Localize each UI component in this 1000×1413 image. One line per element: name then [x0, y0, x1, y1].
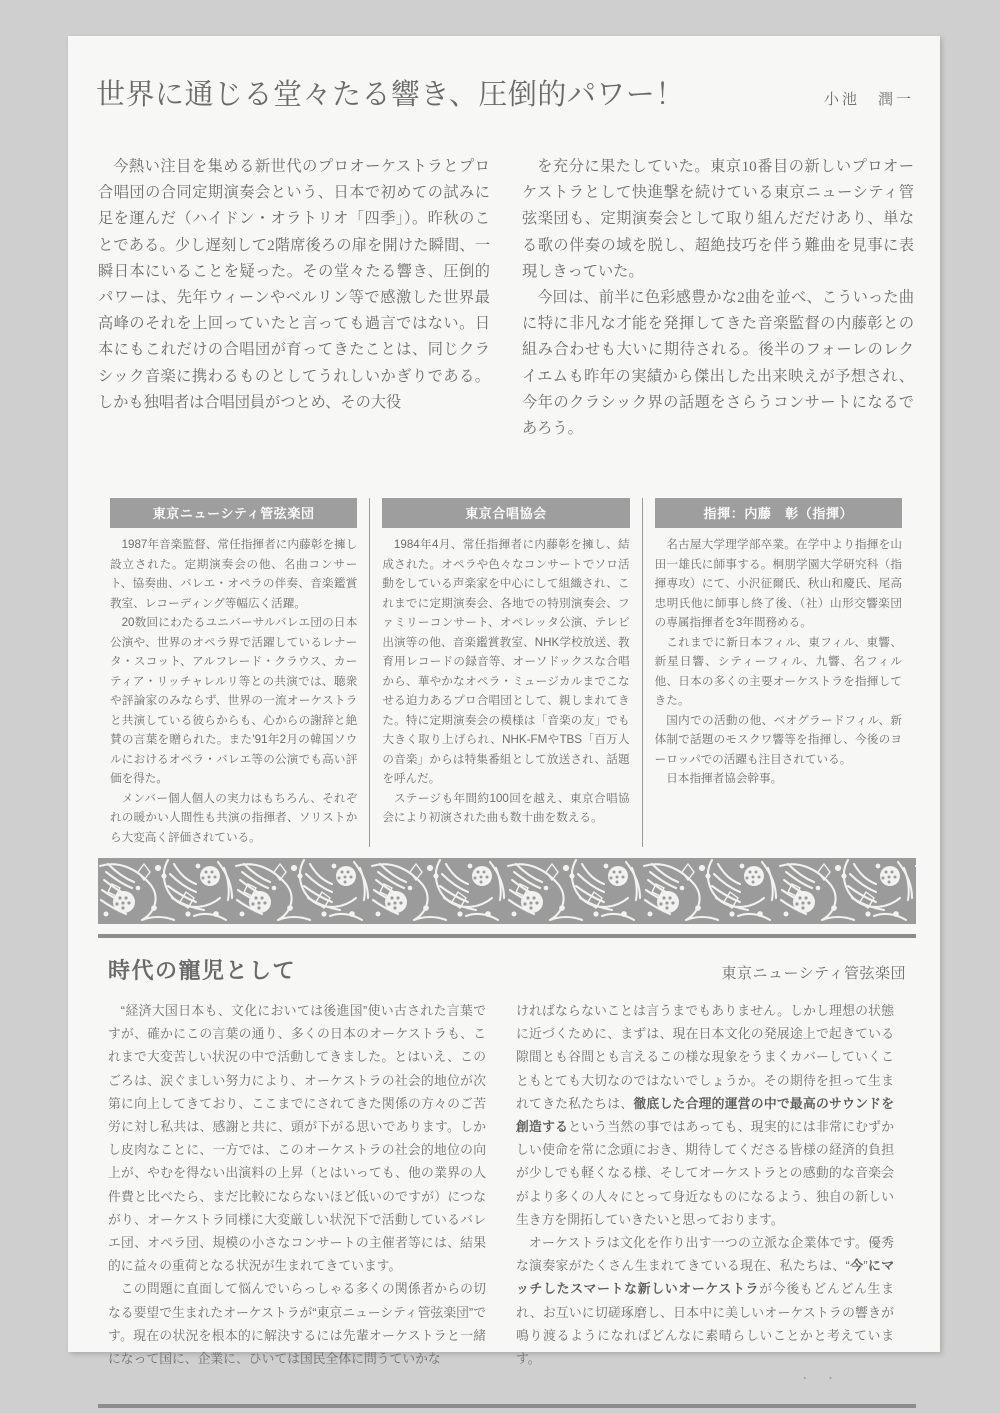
lead-paragraph: を充分に果たしていた。東京10番目の新しいプロオーケストラとして快進撃を続けている東京ニューシティ管弦楽団も、定期演奏会として取り組んだだけあり、単なる歌の伴奏の域を脱し、超絶技巧を伴う難曲を見事に表現しきっていた。 [522, 158, 915, 280]
lead-column-right [522, 154, 914, 442]
section-body [98, 991, 916, 1404]
section-header [98, 938, 916, 991]
floral-vine-border-icon [98, 858, 916, 924]
profile-paragraph: 1987年音楽監督、常任指揮者に内藤彰を擁し設立された。定期演奏会の他、名曲コンサート、協奏曲、バレエ・オペラの伴奏、音楽鑑賞教室、レコーディング等幅広く活躍。 [110, 538, 358, 610]
profile-paragraph: ステージも年間約100回を越え、東京合唱協会により初演された曲も数十曲を数える。 [382, 791, 630, 824]
title-row [96, 72, 914, 113]
section-paragraph: この問題に直面して悩んでいらっしゃる多くの関係者からの切なる要望で生まれたオーケストラが“東京ニューシティ管弦楽団”です。現在の状況を根本的に解決するには先輩オーケストラと一緒になって国に、企業に、ひいては国民全体に問うていかな [108, 1281, 486, 1367]
lead-paragraph: 今熱い注目を集める新世代のプロオーケストラとプロ合唱団の合同定期演奏会という、日本で初めての試みに足を運んだ（ハイドン・オラトリオ「四季」）。昨秋のことである。少し遅刻して2階席後ろの扉を開けた瞬間、一瞬日本にいることを疑った。その堂々たる響き、圧倒的パワーは、先年ウィーンやベルリン等で感激した世界最高峰のそれを上回っていたと言っても過言ではない。日本にもこれだけの合唱団が育ってきたことは、同じクラシック音楽に携わるものとしてうれしいかぎりである。しかも独唱者は合唱団員がつとめ、その大役 [98, 158, 490, 411]
emphasis-run: 徹底した合理的運営の中で最高のサウンドを創造する [516, 1095, 895, 1135]
profile-paragraph: 日本指揮者協会幹事。 [666, 772, 783, 785]
lead-article [98, 154, 914, 442]
text-run: ければならないことは言うまでもありません。しかし理想の状態に近づくために、まずは、現在日本文化の発展途上で起きている隙間とも谷間とも言えるこの様な現象をうまくカバーしていくこともとても大切なのではないでしょうか。その期待を担って生まれてきた私たちは、 [516, 1003, 894, 1111]
profile-paragraph: 国内での活動の他、ベオグラードフィル、新体制で話題のモスクワ響等を指揮し、今後のヨーロッパでの活躍も注目されている。 [654, 713, 902, 766]
section-organization: 東京ニューシティ管弦楽団 [721, 966, 906, 982]
section-paragraph: “経済大国日本も、文化においては後進国”使い古された言葉ですが、確かにこの言葉の通り、多くの日本のオーケストラも、これまで大変苦しい状況の中で活動してきました。とはいえ、このごろは、涙ぐましい努力により、オーケストラの社会的地位が次第に向上してきており、ここまでにされてきた関係の方々のご苦労に対し私共は、感謝と共に、頭が下がる思いであります。しかし皮肉なことに、一方では、このオーケストラの社会的地位の向上が、やむを得ない出演料の上昇（とはいっても、他の業界の人件費と比べたら、まだ比較にならないほど低いのですが）につながり、オーケストラ同様に大変厳しい状況下で活動しているバレエ団、オペラ団、規模の小さなコンサートの主催者等には、結果的に益々の重荷となる状況が生まれてきています。 [108, 1003, 486, 1274]
page-title: 世界に通じる堂々たる響き、圧倒的パワー！ [96, 79, 685, 111]
lead-column-left [98, 154, 490, 442]
section-article [98, 934, 916, 1408]
profile-orchestra [98, 498, 369, 847]
section-title: 時代の寵児として [108, 958, 297, 983]
profile-heading: 東京ニューシティ管弦楽団 [110, 498, 357, 528]
section-paragraph-mixed [516, 999, 894, 1231]
text-run: オーケストラは文化を作り出す一つの立派な企業体です。優秀な演奏家がたくさん生まれてきている現在、私たちは、“ [516, 1235, 894, 1274]
section-column-right [516, 999, 894, 1386]
section-paragraph-mixed [516, 1231, 894, 1370]
profile-paragraph: 1984年4月、常任指揮者に内藤彰を擁し、結成された。オペラや色々なコンサートでソロ活動をしている声楽家を中心にして組織され、これまでに定期演奏会、各地での特別演奏会、ファミリーコンサート、オペレッタ公演、テレビ出演等の他、音楽鑑賞教室、NHK学校放送、教育用レコードの録音等、オーソドックスな合唱から、華やかなオペラ・ミュージカルまでこなせる迫力あるプロ合唱団として、親しまれてきた。特に定期演奏会の模様は「音楽の友」でも大きく取り上げられ、NHK-FMやTBS「百万人の音楽」からは特集番組として放送され、話題を呼んだ。 [382, 538, 630, 785]
emphasis-run: にマッチしたスマートな新しいオーケストラ [516, 1258, 895, 1297]
text-run: ” [863, 1258, 868, 1274]
text-run: が今後もどんどん生まれ、お互いに切磋琢磨し、日本中に美しいオーケストラの響きが鳴り渡るようになればどんなに素晴らしいことかと考えています。 [516, 1281, 895, 1367]
profile-heading: 指揮：内藤 彰（指揮） [655, 498, 902, 528]
profile-paragraph: 名古屋大学理学部卒業。在学中より指揮を山田一雄氏に師事する。桐朋学園大学研究科（指揮専攻）にて、小沢征爾氏、秋山和慶氏、尾高忠明氏他に師事し終了後、（社）山形交響楽団の専属指揮者を3年間務める。 [654, 538, 902, 629]
profile-heading: 東京合唱協会 [382, 498, 629, 528]
section-column-left [108, 999, 486, 1386]
profile-paragraph: メンバー個人個人の実力はもちろん、それぞれの暖かい人間性も共演の指揮者、ソリストから大変高く評価されている。 [110, 791, 358, 844]
text-run: という当然の事ではあっても、現実的には非常にむずかしい使命を常に念頭におき、期待してくださる皆様の経済的負担が少しでも軽くなる様、そしてオーケストラとの感動的な音楽会がより多くの人々にとって身近なものになるよう、独自の新しい生き方を開拓していきたいと思っております。 [516, 1119, 895, 1227]
profile-boxes [98, 498, 914, 847]
profile-chorus [369, 498, 641, 847]
footer-marks: ・ ・ [799, 1373, 842, 1386]
page-sheet [68, 36, 940, 1386]
author-byline: 小池 潤一 [823, 92, 914, 108]
lead-paragraph: 今回は、前半に色彩感豊かな2曲を並べ、こういった曲に特に非凡な才能を発揮してきた音楽監督の内藤彰との組み合わせも大いに期待される。後半のフォーレのレクイエムも昨年の実績から傑出した出来映えが予想され、今年のクラシック界の話題をさらうコンサートになるであろう。 [522, 289, 914, 438]
profile-paragraph: 20数回にわたるユニバーサルバレエ団の日本公演や、世界のオペラ界で活躍しているレナータ・スコット、アルフレード・クラウス、カーティア・リッチャレルリ等との共演では、聴衆や評論家のみならず、世界の一流オーケストラと共演している彼らからも、心からの謝辞と絶賛の言葉を贈られた。また'91年2月の韓国ソウルにおけるオペラ・バレエ等の公演でも高い評価を得た。 [110, 616, 358, 785]
profile-conductor [642, 498, 914, 847]
emphasis-run: 今 [849, 1258, 864, 1274]
profile-paragraph: これまでに新日本フィル、東フィル、東響、新星日響、シティーフィル、九響、名フィル他、日本の多くの主要オーケストラを指揮してきた。 [654, 635, 902, 707]
